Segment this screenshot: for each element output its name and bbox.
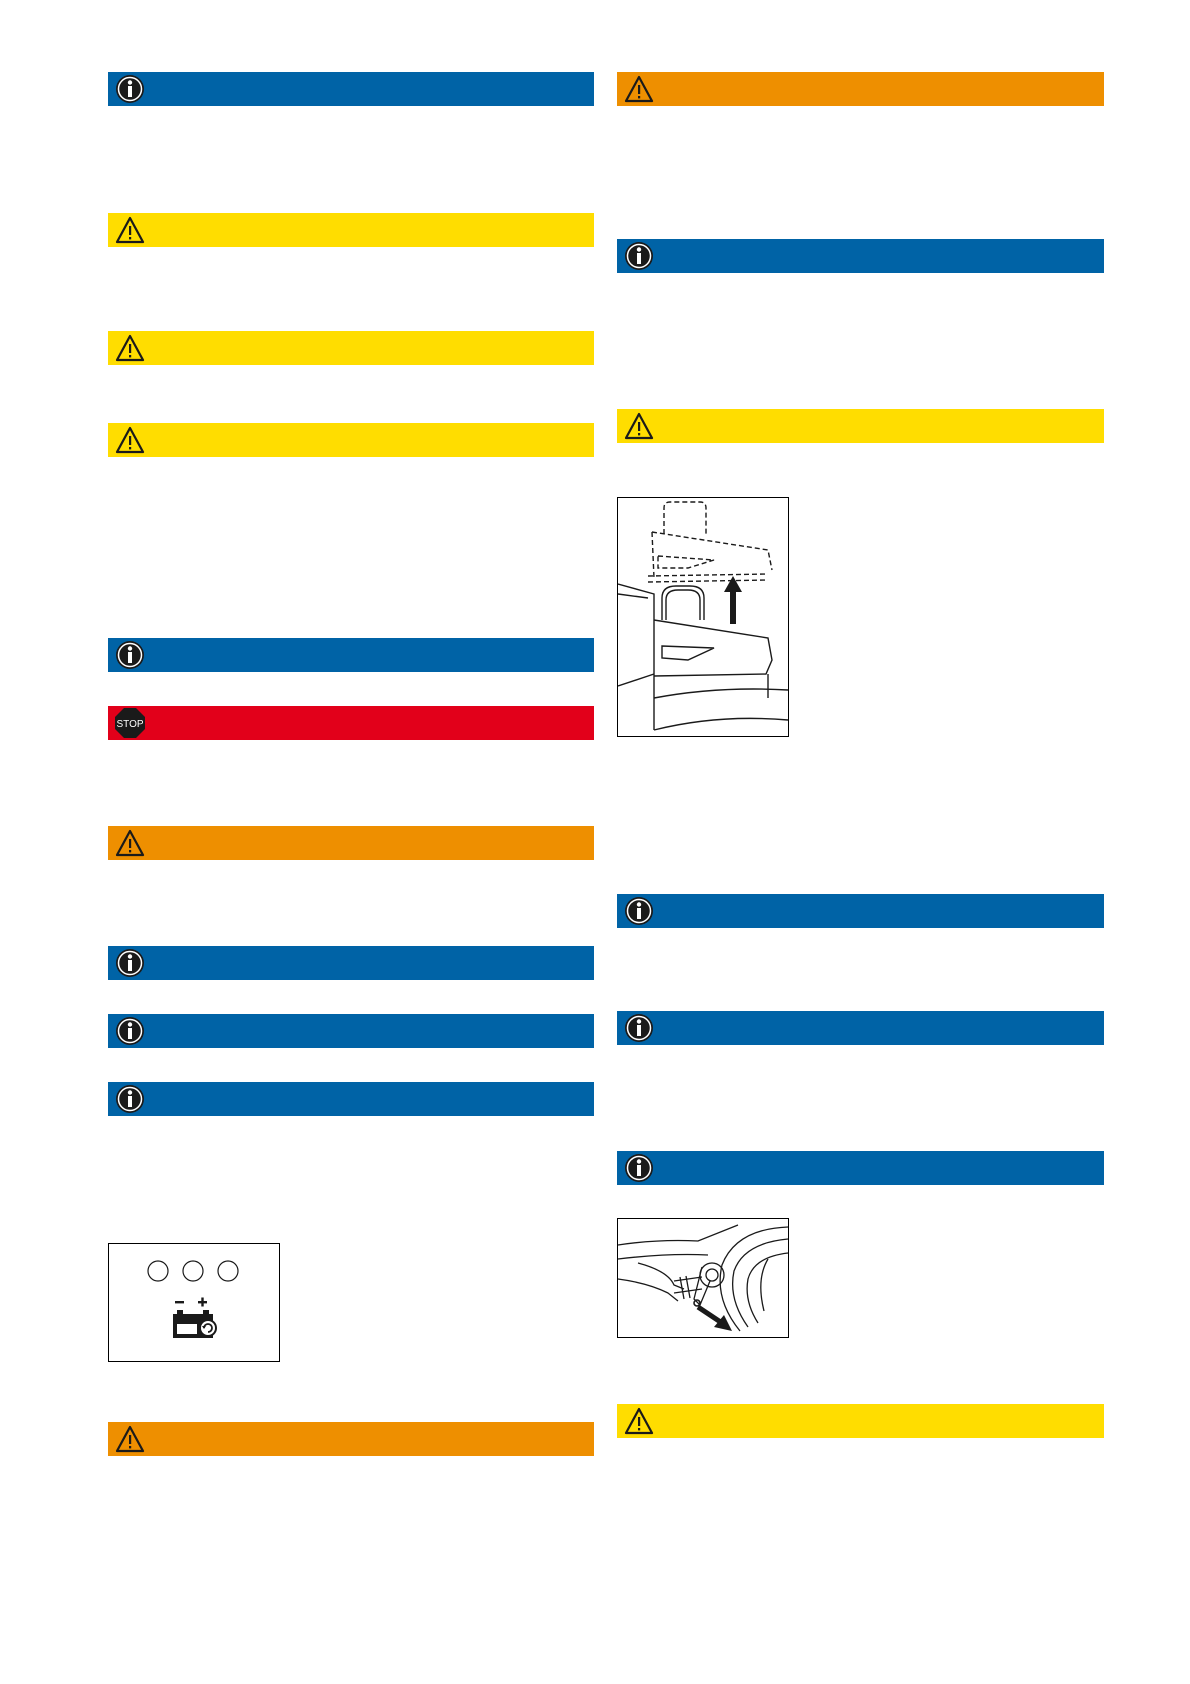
info-banner	[617, 1151, 1104, 1185]
arrow-up-icon	[724, 576, 742, 624]
info-icon	[623, 1152, 655, 1184]
stop-icon-text: STOP	[116, 719, 144, 730]
caution-banner	[108, 213, 594, 247]
led-indicator	[218, 1261, 238, 1281]
warning-banner	[617, 72, 1104, 106]
caution-banner	[108, 331, 594, 365]
info-banner	[617, 239, 1104, 273]
lid-lift-figure	[617, 497, 789, 737]
info-icon	[114, 1083, 146, 1115]
info-icon	[114, 73, 146, 105]
battery-charge-icon	[173, 1298, 216, 1339]
warning-triangle-icon	[114, 332, 146, 364]
caution-banner	[108, 423, 594, 457]
info-banner	[108, 1082, 594, 1116]
info-icon	[114, 1015, 146, 1047]
warning-triangle-icon	[114, 827, 146, 859]
battery-indicator-figure	[108, 1243, 280, 1362]
info-icon	[114, 639, 146, 671]
info-banner	[617, 894, 1104, 928]
info-icon	[114, 947, 146, 979]
info-banner	[108, 72, 594, 106]
info-banner	[108, 946, 594, 980]
warning-triangle-icon	[623, 410, 655, 442]
caution-banner	[617, 1404, 1104, 1438]
danger-banner	[108, 706, 594, 740]
warning-banner	[108, 1422, 594, 1456]
info-icon	[623, 1012, 655, 1044]
info-banner	[108, 1014, 594, 1048]
led-indicator	[183, 1261, 203, 1281]
warning-triangle-icon	[114, 424, 146, 456]
caution-banner	[617, 409, 1104, 443]
info-icon	[623, 895, 655, 927]
led-indicator	[148, 1261, 168, 1281]
warning-triangle-icon	[114, 214, 146, 246]
info-banner	[617, 1011, 1104, 1045]
warning-triangle-icon	[114, 1423, 146, 1455]
warning-banner	[108, 826, 594, 860]
warning-triangle-icon	[623, 1405, 655, 1437]
stop-icon	[114, 707, 146, 739]
info-banner	[108, 638, 594, 672]
warning-triangle-icon	[623, 73, 655, 105]
wheel-latch-figure	[617, 1218, 789, 1338]
info-icon	[623, 240, 655, 272]
